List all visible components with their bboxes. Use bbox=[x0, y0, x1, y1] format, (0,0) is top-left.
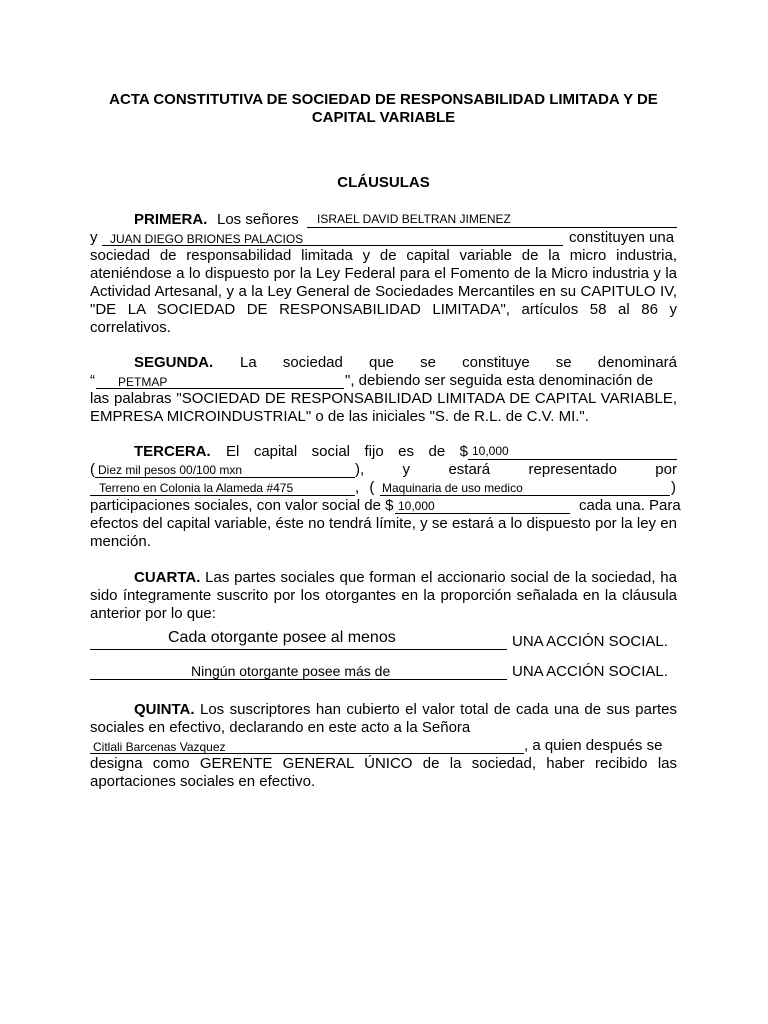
min-shares-suffix: UNA ACCIÓN SOCIAL. bbox=[512, 633, 668, 650]
quinta-line-3 bbox=[90, 737, 677, 755]
company-name-value: PETMAP bbox=[118, 375, 168, 389]
tercera-line-2 bbox=[90, 461, 677, 479]
capital-amount-value: 10,000 bbox=[472, 444, 509, 458]
cuarta-line-2 bbox=[90, 663, 677, 681]
primera-label: PRIMERA. bbox=[134, 211, 208, 228]
max-shares-value: Ningún otorgante posee más de bbox=[191, 663, 391, 679]
primera-text: sociedad de responsabilidad limitada y de capital variable de la micro industria, ateniéndose a lo dispuesto por la Ley Federal para el Fomento de la Micro industria y la Actividad Artesanal, y a la Ley General de Sociedades Mercantiles en su CAPITULO IV, "DE LA SOCIEDAD DE RESPONSABILIDAD LIMITADA", artículos 58 al 86 y correlativos. bbox=[90, 247, 677, 336]
quinta-after-manager: , a quien después se bbox=[524, 737, 663, 754]
quinta-paragraph bbox=[90, 701, 677, 737]
segunda-line1: La sociedad que se constituye se denominará bbox=[240, 354, 677, 371]
primera-line-2 bbox=[90, 229, 677, 247]
primera-conjunction: y bbox=[90, 229, 98, 246]
max-shares-suffix: UNA ACCIÓN SOCIAL. bbox=[512, 663, 668, 680]
tercera-text: efectos del capital variable, éste no tendrá límite, y se estará a lo dispuesto por la ley en mención. bbox=[90, 515, 677, 550]
cuarta-label: CUARTA. bbox=[134, 569, 201, 586]
quinta-text-1: Los suscriptores han cubierto el valor total de cada una de sus partes sociales en efectivo, declarando en este acto a la Señora bbox=[90, 701, 677, 736]
tercera-line3-lead: participaciones sociales, con valor social de $ bbox=[90, 497, 394, 514]
tercera-open-paren: ( bbox=[90, 461, 95, 478]
min-shares-value: Cada otorgante posee al menos bbox=[168, 629, 396, 646]
segunda-line-1 bbox=[90, 354, 677, 372]
segunda-line-2 bbox=[90, 372, 677, 390]
amount-words-value: Diez mil pesos 00/100 mxn bbox=[98, 463, 243, 477]
cuarta-text: Las partes sociales que forman el accionario social de la sociedad, ha sido íntegramente suscrito por los otorgantes en la proporción señalada en la cláusula anterior por lo que: bbox=[90, 569, 677, 622]
cuarta-line-1 bbox=[90, 629, 677, 651]
tercera-words-after: ), y estará representado por bbox=[355, 461, 677, 478]
open-quote: “ bbox=[90, 372, 95, 389]
segunda-label: SEGUNDA. bbox=[134, 354, 214, 371]
part1-value: Terreno en Colonia la Alameda #475 bbox=[99, 481, 294, 495]
primera-line-1 bbox=[90, 211, 677, 229]
part2-value: Maquinaria de uso medico bbox=[382, 481, 523, 495]
member2-value: JUAN DIEGO BRIONES PALACIOS bbox=[110, 232, 304, 246]
document-title: ACTA CONSTITUTIVA DE SOCIEDAD DE RESPONSABILIDAD LIMITADA Y DE CAPITAL VARIABLE bbox=[109, 91, 658, 126]
quinta-label: QUINTA. bbox=[134, 701, 195, 718]
cuarta-paragraph bbox=[90, 569, 677, 623]
tercera-line-3 bbox=[90, 479, 677, 497]
primera-lead: Los señores bbox=[217, 211, 299, 228]
tercera-close-paren: ) bbox=[671, 479, 676, 496]
quinta-text-2: designa como GERENTE GENERAL ÚNICO de la sociedad, haber recibido las aportaciones sociales en efectivo. bbox=[90, 755, 677, 790]
manager-value: Citlali Barcenas Vazquez bbox=[93, 740, 226, 754]
unit-value: 10,000 bbox=[398, 499, 435, 513]
tercera-separator: , ( bbox=[355, 479, 378, 496]
tercera-line3-after: cada una. Para bbox=[579, 497, 681, 514]
tercera-label: TERCERA. bbox=[134, 443, 211, 460]
segunda-text: las palabras "SOCIEDAD DE RESPONSABILIDAD LIMITADA DE CAPITAL VARIABLE, EMPRESA MICROINDUSTRIAL" o de las iniciales "S. de R.L. de C.V. MI.". bbox=[90, 390, 677, 425]
tercera-lead: El capital social fijo es de $ bbox=[226, 443, 468, 460]
member1-value: ISRAEL DAVID BELTRAN JIMENEZ bbox=[317, 212, 511, 226]
tercera-line-1 bbox=[90, 443, 677, 461]
primera-after: constituyen una bbox=[569, 229, 675, 246]
segunda-after-name: ", debiendo ser seguida esta denominación de bbox=[345, 372, 654, 389]
clauses-heading: CLÁUSULAS bbox=[337, 174, 430, 191]
tercera-line-4 bbox=[90, 497, 681, 515]
